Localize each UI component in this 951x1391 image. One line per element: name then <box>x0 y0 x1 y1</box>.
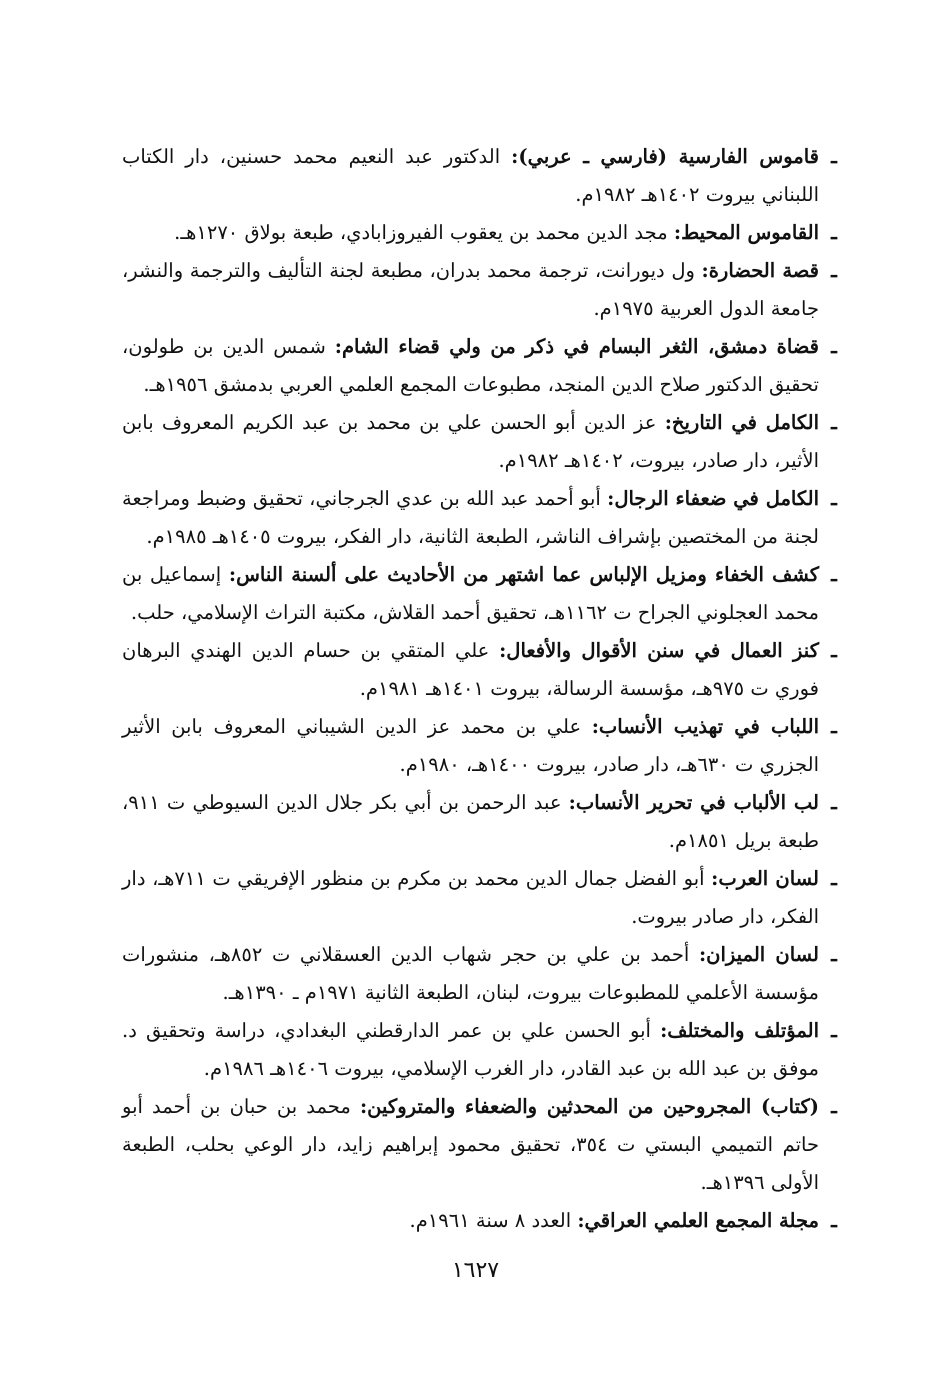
entry-text: الدكتور عبد النعيم محمد حسنين، دار الكتاب اللبناني بيروت ١٤٠٢هـ ١٩٨٢م. <box>122 145 819 206</box>
bibliography-list <box>122 138 843 1240</box>
entry-title: الكامل في ضعفاء الرجال: <box>607 487 819 510</box>
entry-dash: ـ <box>831 335 837 358</box>
entry-title: لب الألباب في تحرير الأنساب: <box>568 791 819 814</box>
bibliography-entry <box>122 1012 843 1088</box>
entry-dash: ـ <box>831 715 837 738</box>
entry-title: قصة الحضارة: <box>701 259 820 282</box>
entry-title: كنز العمال في سنن الأقوال والأفعال: <box>499 639 819 662</box>
entry-text: أبو الحسن علي بن عمر الدارقطني البغدادي، دراسة وتحقيق د. موفق بن عبد الله بن عبد القادر، دار الغرب الإسلامي، بيروت ١٤٠٦هـ ١٩٨٦م. <box>122 1019 819 1080</box>
entry-title: كشف الخفاء ومزيل الإلباس عما اشتهر من الأحاديث على ألسنة الناس: <box>228 563 820 586</box>
entry-title: (كتاب) المجروحين من المحدثين والضعفاء والمتروكين: <box>359 1095 819 1118</box>
bibliography-entry <box>122 708 843 784</box>
bibliography-entry <box>122 860 843 936</box>
entry-title: مجلة المجمع العلمي العراقي: <box>577 1209 819 1232</box>
bibliography-entry <box>122 138 843 214</box>
bibliography-entry <box>122 1088 843 1202</box>
entry-dash: ـ <box>831 411 837 434</box>
entry-dash: ـ <box>831 221 837 244</box>
entry-title: اللباب في تهذيب الأنساب: <box>591 715 819 738</box>
bibliography-entry <box>122 328 843 404</box>
entry-text: علي المتقي بن حسام الدين الهندي البرهان فوري ت ٩٧٥هـ، مؤسسة الرسالة، بيروت ١٤٠١هـ ١٩٨١م. <box>122 639 819 700</box>
entry-text: شمس الدين بن طولون، تحقيق الدكتور صلاح الدين المنجد، مطبوعات المجمع العلمي العربي بدمشق ١٩٥٦هـ. <box>122 335 819 396</box>
entry-text: أبو أحمد عبد الله بن عدي الجرجاني، تحقيق وضبط ومراجعة لجنة من المختصين بإشراف الناشر، الطبعة الثانية، دار الفكر، بيروت ١٤٠٥هـ ١٩٨٥م. <box>122 487 819 548</box>
entry-text: محمد بن حبان بن أحمد أبو حاتم التميمي البستي ت ٣٥٤، تحقيق محمود إبراهيم زايد، دار الوعي بحلب، الطبعة الأولى ١٣٩٦هـ. <box>122 1095 819 1194</box>
bibliography-entry <box>122 214 843 252</box>
bibliography-entry <box>122 404 843 480</box>
bibliography-entry <box>122 1202 843 1240</box>
entry-title: لسان الميزان: <box>698 943 820 966</box>
bibliography-entry <box>122 784 843 860</box>
entry-dash: ـ <box>831 943 837 966</box>
entry-title: لسان العرب: <box>711 867 819 890</box>
bibliography-entry <box>122 252 843 328</box>
entry-text: أحمد بن علي بن حجر شهاب الدين العسقلاني ت ٨٥٢هـ، منشورات مؤسسة الأعلمي للمطبوعات بيروت، لبنان، الطبعة الثانية ١٩٧١م ـ ١٣٩٠هـ. <box>122 943 819 1004</box>
entry-dash: ـ <box>831 1095 837 1118</box>
entry-dash: ـ <box>831 867 837 890</box>
entry-title: القاموس المحيط: <box>673 221 819 244</box>
bibliography-entry <box>122 556 843 632</box>
entry-text: عبد الرحمن بن أبي بكر جلال الدين السيوطي ت ٩١١، طبعة بريل ١٨٥١م. <box>122 791 819 852</box>
entry-text: أبو الفضل جمال الدين محمد بن مكرم بن منظور الإفريقي ت ٧١١هـ، دار الفكر، دار صادر بيروت. <box>122 867 819 928</box>
entry-dash: ـ <box>831 259 837 282</box>
entry-text: عز الدين أبو الحسن علي بن محمد بن عبد الكريم المعروف بابن الأثير، دار صادر، بيروت، ١٤٠٢هـ ١٩٨٢م. <box>122 411 819 472</box>
entry-text: ول ديورانت، ترجمة محمد بدران، مطبعة لجنة التأليف والترجمة والنشر، جامعة الدول العربية ١٩٧٥م. <box>122 259 819 320</box>
entry-dash: ـ <box>831 563 837 586</box>
entry-title: الكامل في التاريخ: <box>664 411 819 434</box>
entry-title: قضاة دمشق، الثغر البسام في ذكر من ولي قضاء الشام: <box>334 335 819 358</box>
entry-title: المؤتلف والمختلف: <box>660 1019 819 1042</box>
entry-text: مجد الدين محمد بن يعقوب الفيروزابادي، طبعة بولاق ١٢٧٠هـ. <box>174 221 668 244</box>
entry-text: العدد ٨ سنة ١٩٦١م. <box>409 1209 572 1232</box>
entry-text: علي بن محمد عز الدين الشيباني المعروف بابن الأثير الجزري ت ٦٣٠هـ، دار صادر، بيروت ١٤٠٠هـ، ١٩٨٠م. <box>122 715 819 776</box>
bibliography-entry <box>122 480 843 556</box>
entry-title: قاموس الفارسية (فارسي ـ عربي): <box>511 145 819 168</box>
entry-text: إسماعيل بن محمد العجلوني الجراح ت ١١٦٢هـ، تحقيق أحمد القلاش، مكتبة التراث الإسلامي، حلب. <box>122 563 819 624</box>
bibliography-entry <box>122 632 843 708</box>
entry-dash: ـ <box>831 639 837 662</box>
entry-dash: ـ <box>831 487 837 510</box>
entry-dash: ـ <box>831 791 837 814</box>
page-number: ١٦٢٧ <box>451 1258 500 1283</box>
entry-dash: ـ <box>831 145 837 168</box>
entry-dash: ـ <box>831 1209 837 1232</box>
entry-dash: ـ <box>831 1019 837 1042</box>
bibliography-entry <box>122 936 843 1012</box>
